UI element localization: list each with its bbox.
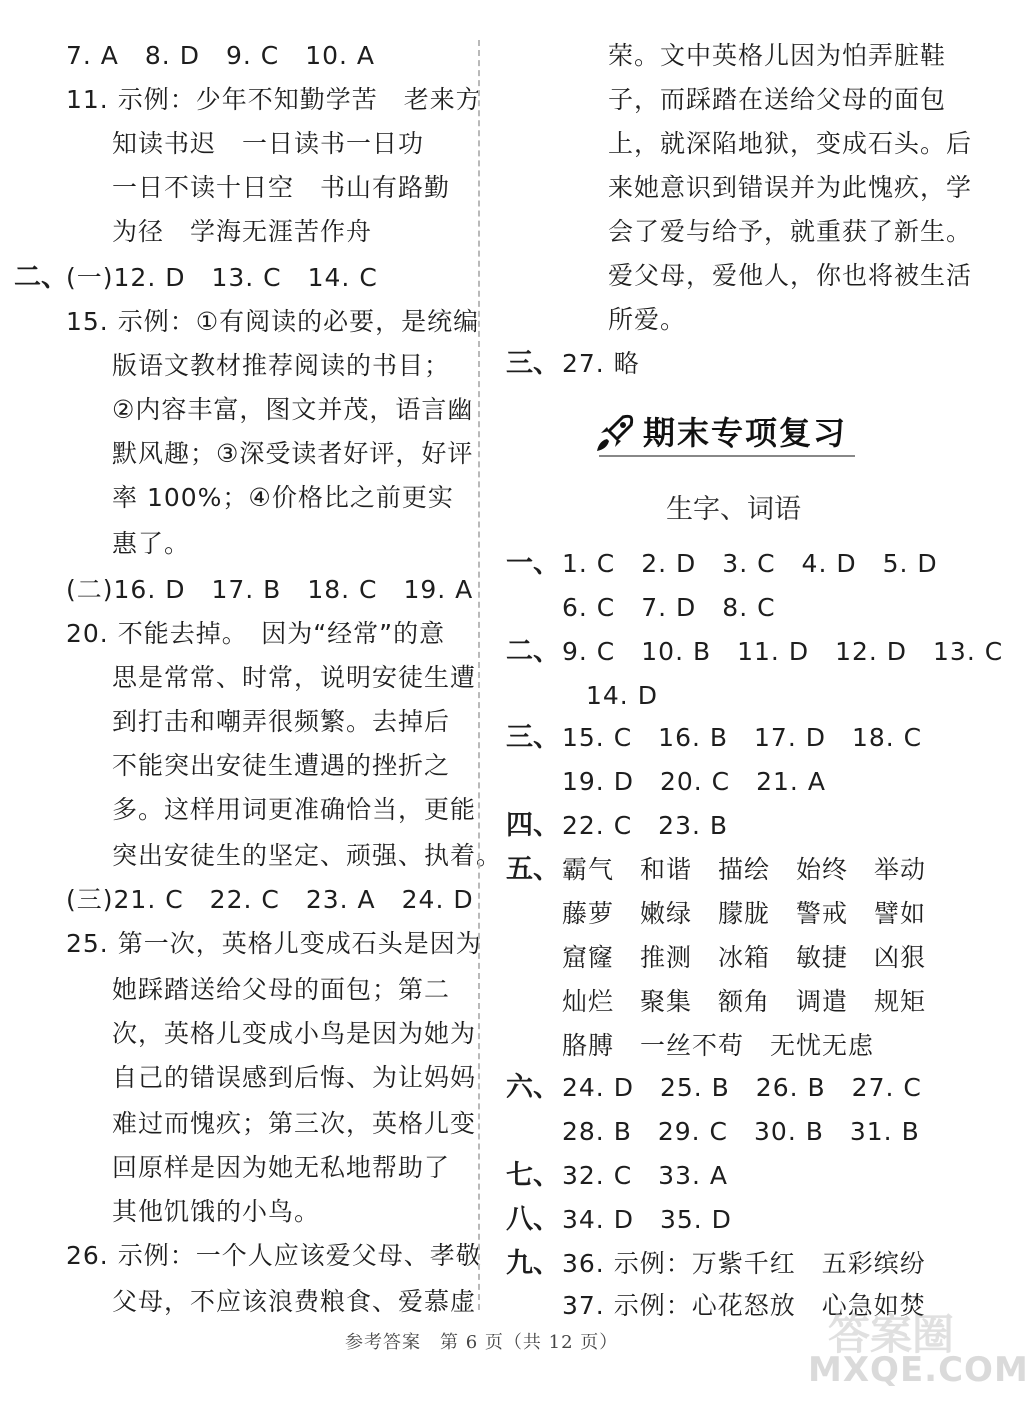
answer-line: 32. C 33. A xyxy=(562,1161,728,1190)
watermark-logo xyxy=(808,1300,1029,1392)
answer-line: 知读书迟 一日读书一日功 xyxy=(112,129,425,158)
section-number: 六、 xyxy=(506,1072,560,1103)
answer-line: 27. 略 xyxy=(562,349,640,378)
section-banner xyxy=(593,405,855,461)
answer-line: 藤萝 嫩绿 朦胧 警戒 譬如 xyxy=(562,899,927,928)
rocket-icon xyxy=(593,411,637,455)
column-divider xyxy=(478,40,480,1310)
answer-line: 1. C 2. D 3. C 4. D 5. D xyxy=(562,549,938,578)
answer-line: 7. A 8. D 9. C 10. A xyxy=(66,41,376,70)
answer-line: 所爱。 xyxy=(608,305,687,334)
page-footer: 参考答案 第 6 页（共 12 页） xyxy=(345,1332,619,1353)
answer-line: 22. C 23. B xyxy=(562,811,729,840)
answer-line: 回原样是因为她无私地帮助了 xyxy=(112,1153,451,1182)
answer-line: 24. D 25. B 26. B 27. C xyxy=(562,1073,922,1102)
section-number: 七、 xyxy=(506,1160,560,1191)
answer-line: 到打击和嘲弄很频繁。去掉后 xyxy=(112,707,451,736)
answer-line: 父母，不应该浪费粮食、爱慕虚 xyxy=(112,1287,477,1316)
answer-line: 来她意识到错误并为此愧疚，学 xyxy=(608,173,973,202)
answer-line: 多。这样用词更准确恰当，更能 xyxy=(112,795,477,824)
answer-line: 默风趣；③深受读者好评，好评 xyxy=(112,439,474,468)
answer-line: 惠了。 xyxy=(112,529,191,558)
answer-line: 34. D 35. D xyxy=(562,1205,732,1234)
answer-line: (二)16. D 17. B 18. C 19. A xyxy=(66,575,474,604)
answer-line: 为径 学海无涯苦作舟 xyxy=(112,217,373,246)
watermark-url: MXQE.COM xyxy=(808,1350,1029,1390)
banner-underline xyxy=(599,455,855,457)
answer-line: 11. 示例：少年不知勤学苦 老来方 xyxy=(66,85,482,114)
answer-line: 难过而愧疚；第三次，英格儿变 xyxy=(112,1109,477,1138)
answer-line: 率 100%；④价格比之前更实 xyxy=(112,483,454,512)
answer-line: 不能突出安徒生遭遇的挫折之 xyxy=(112,751,451,780)
answer-line: 14. D xyxy=(586,681,658,710)
answer-line: 子，而踩踏在送给父母的面包 xyxy=(608,85,947,114)
answer-line: 19. D 20. C 21. A xyxy=(562,767,826,796)
answer-line: 28. B 29. C 30. B 31. B xyxy=(562,1117,920,1146)
answer-line: 上，就深陷地狱，变成石头。后 xyxy=(608,129,973,158)
section-number: 二、 xyxy=(506,636,560,667)
answer-line: 其他饥饿的小鸟。 xyxy=(112,1197,321,1226)
section-number: 八、 xyxy=(506,1204,560,1235)
answer-line: 版语文教材推荐阅读的书目； xyxy=(112,351,451,380)
answer-line: 她踩踏送给父母的面包；第二 xyxy=(112,975,451,1004)
answer-line: 窟窿 推测 冰箱 敏捷 凶狠 xyxy=(562,943,927,972)
answer-line: 36. 示例：万紫千红 五彩缤纷 xyxy=(562,1249,926,1278)
answer-line: 15. 示例：①有阅读的必要，是统编 xyxy=(66,307,480,336)
section-number: 三、 xyxy=(506,348,560,379)
answer-line: 9. C 10. B 11. D 12. D 13. C xyxy=(562,637,1004,666)
answer-line: 思是常常、时常，说明安徒生遭 xyxy=(112,663,477,692)
answer-line: 胳膊 一丝不苟 无忧无虑 xyxy=(562,1031,875,1060)
section-number: 三、 xyxy=(506,722,560,753)
answer-line: 爱父母，爱他人，你也将被生活 xyxy=(608,261,973,290)
answer-line: 一日不读十日空 书山有路勤 xyxy=(112,173,451,202)
answer-line: 自己的错误感到后悔、为让妈妈 xyxy=(112,1063,477,1092)
answer-line: 6. C 7. D 8. C xyxy=(562,593,776,622)
section-number: 九、 xyxy=(506,1248,560,1279)
section-number: 一、 xyxy=(506,548,560,579)
subsection-title: 生字、词语 xyxy=(666,494,801,525)
section-number: 四、 xyxy=(506,810,560,841)
section-number: 二、 xyxy=(14,262,68,293)
section-number: 五、 xyxy=(506,854,560,885)
banner-title: 期末专项复习 xyxy=(643,414,848,452)
answer-line: (三)21. C 22. C 23. A 24. D xyxy=(66,885,474,914)
answer-line: 灿烂 聚集 额角 调遣 规矩 xyxy=(562,987,927,1016)
answer-line: 会了爱与给予，就重获了新生。 xyxy=(608,217,973,246)
answer-line: 荣。文中英格儿因为怕弄脏鞋 xyxy=(608,41,947,70)
answer-line: 霸气 和谐 描绘 始终 举动 xyxy=(562,855,927,884)
answer-line: 突出安徒生的坚定、顽强、执着。 xyxy=(112,841,503,870)
answer-line: 15. C 16. B 17. D 18. C xyxy=(562,723,923,752)
answer-line: (一)12. D 13. C 14. C xyxy=(66,263,378,292)
answer-line: 26. 示例：一个人应该爱父母、孝敬 xyxy=(66,1241,482,1270)
watermark-top-text: 答案圈 xyxy=(828,1310,955,1359)
answer-line: 20. 不能去掉。 因为“经常”的意 xyxy=(66,619,446,648)
answer-line: 次，英格儿变成小鸟是因为她为 xyxy=(112,1019,477,1048)
answer-line: 25. 第一次，英格儿变成石头是因为 xyxy=(66,929,482,958)
answer-line: 37. 示例：心花怒放 心急如焚 xyxy=(562,1291,926,1320)
answer-line: ②内容丰富，图文并茂，语言幽 xyxy=(112,395,474,424)
